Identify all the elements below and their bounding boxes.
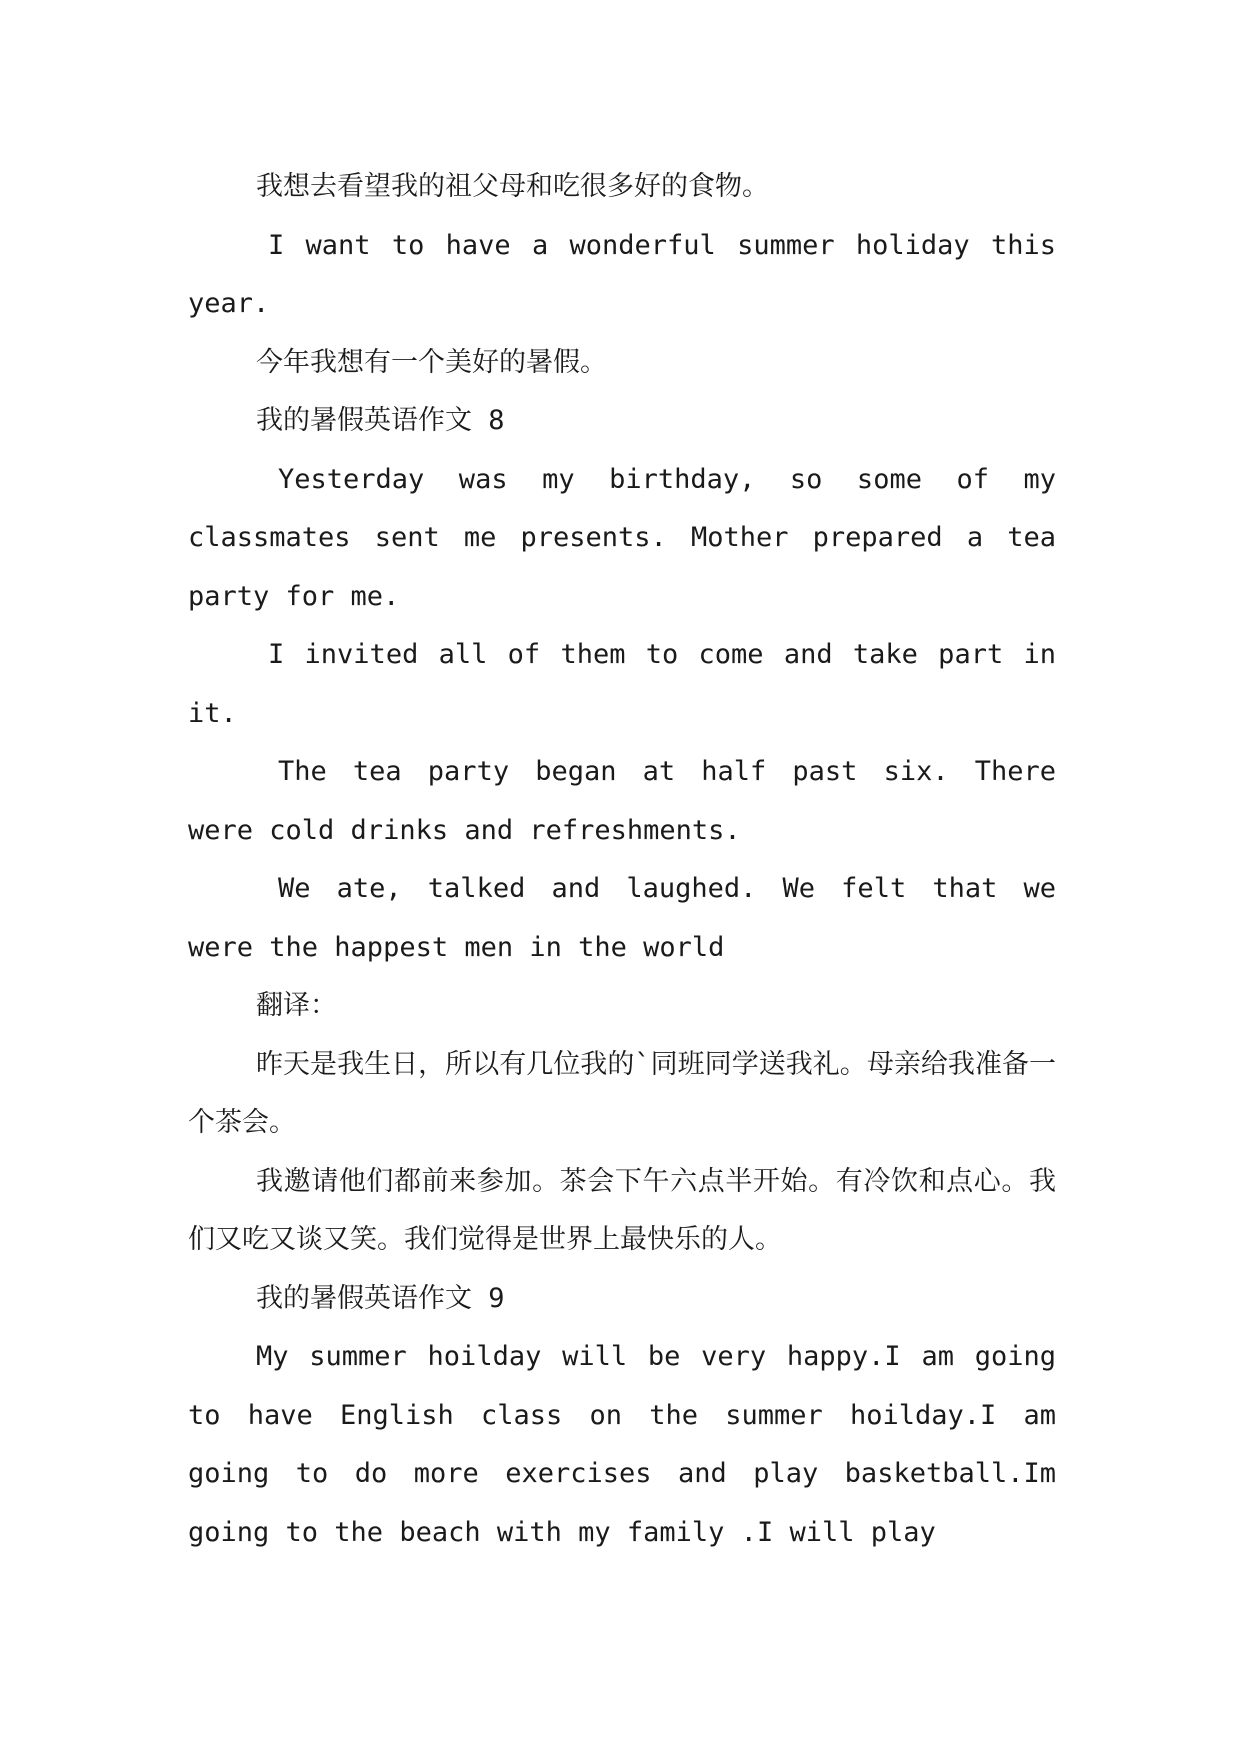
paragraph-translation-party: 我邀请他们都前来参加。茶会下午六点半开始。有冷饮和点心。我们又吃又谈又笑。我们觉得是世界上最快乐的人。 <box>188 1165 1056 1255</box>
paragraph-english-holiday: I want to have a wonderful summer holiday this year. <box>188 229 1056 319</box>
section-heading-9: 我的暑假英语作文 9 <box>256 1282 505 1314</box>
essay-body <box>188 158 1056 1562</box>
paragraph-invited: I invited all of them to come and take part in it. <box>188 639 1056 729</box>
paragraph-happiest: We ate, talked and laughed. We felt that we were the happest men in the world <box>188 873 1056 963</box>
paragraph-chinese-holiday: 今年我想有一个美好的暑假。 <box>256 346 607 378</box>
paragraph-birthday: Yesterday was my birthday, so some of my classmates sent me presents. Mother prepared a tea party for me. <box>188 463 1056 612</box>
paragraph-translation-birthday: 昨天是我生日，所以有几位我的`同班同学送我礼。母亲给我准备一个茶会。 <box>188 1048 1056 1138</box>
section-heading-8: 我的暑假英语作文 8 <box>256 405 505 436</box>
paragraph-chinese-visit: 我想去看望我的祖父母和吃很多好的食物。 <box>256 171 769 202</box>
paragraph-summer-hoilday: My summer hoilday will be very happy.I am going to have English class on the summer hoilday.I am going to do more exercises and play basketball.Im going to the beach with my family .I will play <box>188 1341 1056 1548</box>
translation-label: 翻译： <box>256 990 337 1021</box>
paragraph-tea-party: The tea party began at half past six. There were cold drinks and refreshments. <box>188 756 1056 846</box>
